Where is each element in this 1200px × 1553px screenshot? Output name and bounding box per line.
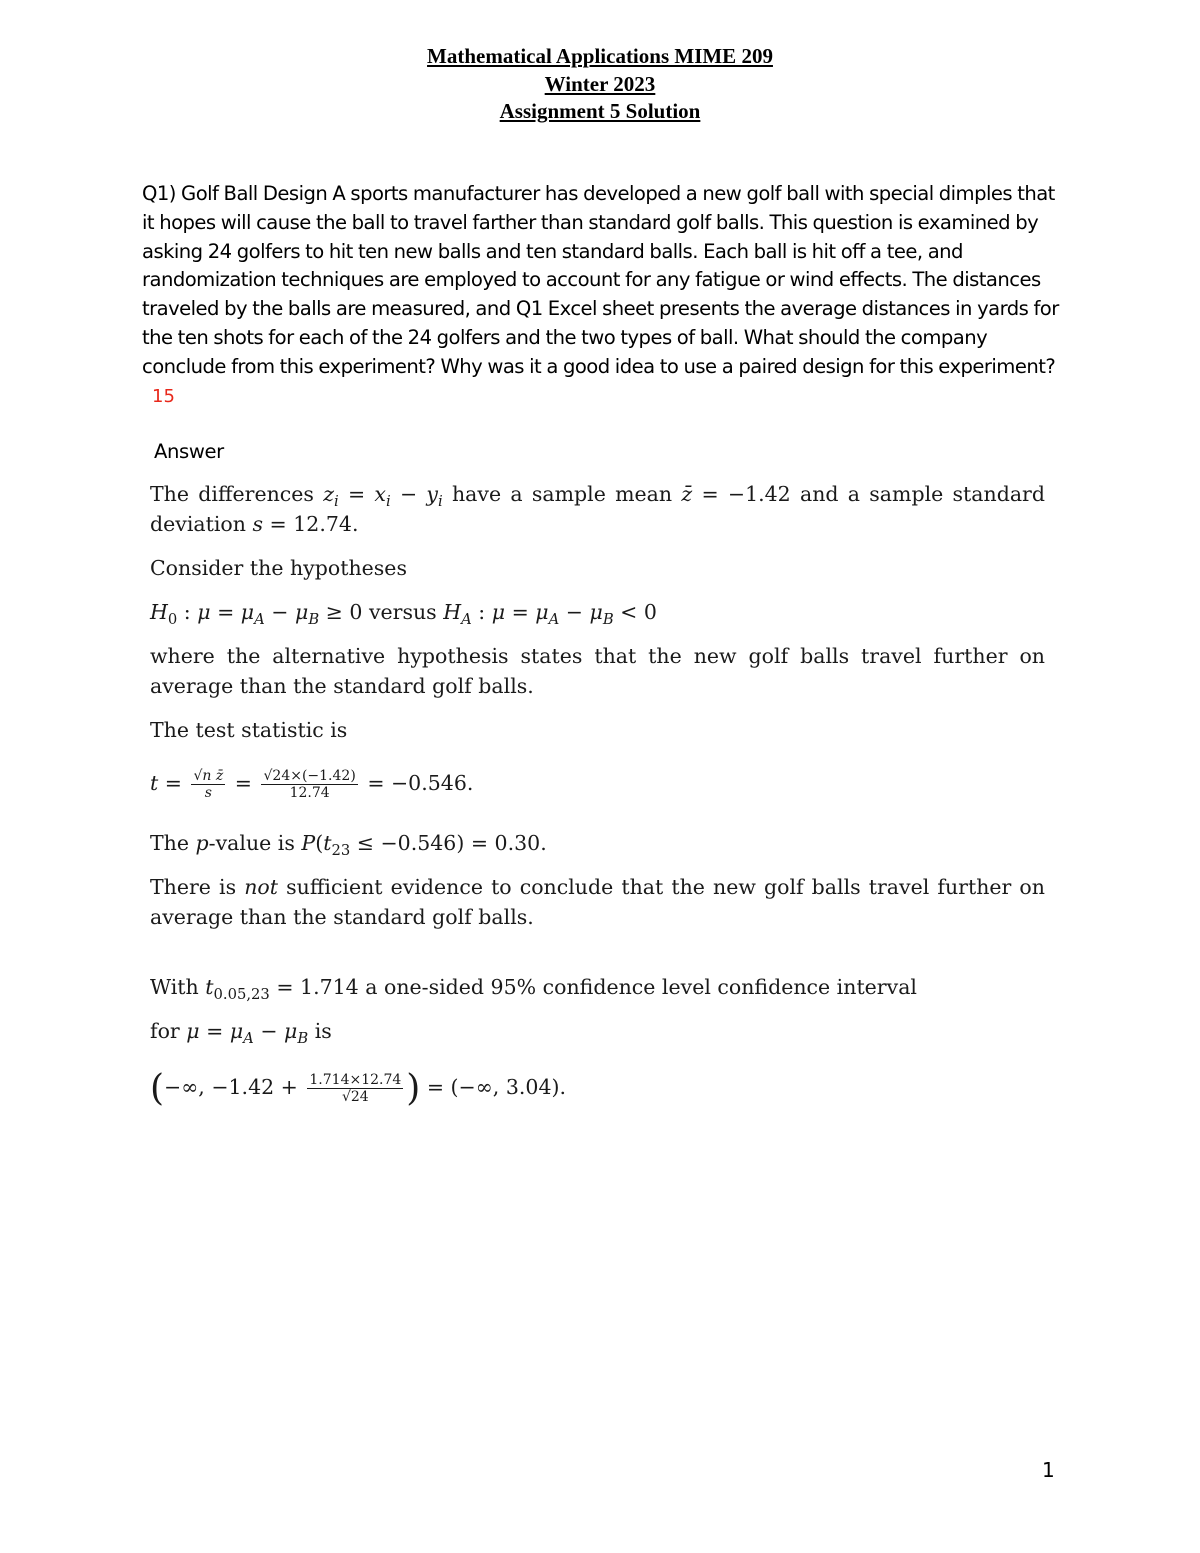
ci-result: = (−∞, 3.04). <box>426 1075 566 1099</box>
confidence-interval-intro: With $t_{0.05,23} = 1.714$ a one-sided 95% confidence level confidence interval <box>150 975 917 1004</box>
t-symbolic-fraction: $\frac{\text{√n z̄}}{s}$ <box>193 768 224 801</box>
t-result: = −0.546. <box>367 771 474 795</box>
differences-line-1: The differences $z_i = x_i - y_i$ have a sample mean z̄ = −1.42 and a sample standard <box>150 482 1045 511</box>
sample-mean-value: −1.42 <box>727 482 791 506</box>
course-title: Mathematical Applications MIME 209 <box>427 44 773 68</box>
p-value-line: The p-value is $P(t_{23} \le -0.546) = 0.30$. <box>150 831 547 860</box>
confidence-interval-for: for $\mu = \mu_A - \mu_B$ is <box>150 1019 332 1048</box>
ci-fraction: $\frac{1.714\times 12.74}{√24}$ <box>309 1072 402 1105</box>
confidence-interval-formula: (−∞, −1.42 + $\frac{1.714\times 12.74}{√24}$ ) = (−∞, 3.04). <box>150 1068 566 1109</box>
emphasis-not: not <box>244 875 278 899</box>
question-points: 15 <box>152 385 175 407</box>
alternative-description-line-2: average than the standard golf balls. <box>150 674 534 698</box>
p-value-expression: ≤ −0.546) = 0.30. <box>356 831 547 855</box>
sample-sd-value: 12.74 <box>293 512 352 536</box>
conclusion-line-2: average than the standard golf balls. <box>150 905 534 929</box>
assignment-title: Assignment 5 Solution <box>499 99 701 123</box>
differences-line-2: deviation s = 12.74. <box>150 512 359 536</box>
alternative-description-line-1: where the alternative hypothesis states that the new golf balls travel further on <box>150 644 1045 668</box>
question-1 <box>142 180 1062 411</box>
hypotheses-formula: $H_0$ : $\mu = \mu_A - \mu_B \ge 0$ versus $H_A$ : $\mu = \mu_A - \mu_B < 0$ <box>150 600 657 629</box>
page-number: 1 <box>1042 1458 1055 1482</box>
consider-hypotheses: Consider the hypotheses <box>150 556 407 580</box>
test-statistic-formula: t = $\frac{\text{√n z̄}}{s}$ = $\frac{√24\times(-1.42)}{12.74}$ = −0.546. <box>150 768 474 801</box>
question-text: Q1) Golf Ball Design A sports manufacturer has developed a new golf ball with special dimples that it hopes will cause the ball to travel farther than standard golf balls. This question is examined by asking 24 golfers to hit ten new balls and ten standard balls. Each ball is hit off a tee, and randomization techniques are employed to account for any fatigue or wind effects. The distances traveled by the balls are measured, and Q1 Excel sheet presents the average distances in yards for the ten shots for each of the 24 golfers and the two types of ball. What should the company conclude from this experiment? Why was it a good idea to use a paired design for this experiment? <box>142 182 1059 378</box>
conclusion-line-1: There is not sufficient evidence to conclude that the new golf balls travel further on <box>150 875 1045 899</box>
test-statistic-intro: The test statistic is <box>150 718 348 742</box>
term-title: Winter 2023 <box>544 72 656 96</box>
t-numeric-fraction: $\frac{√24\times(-1.42)}{12.74}$ <box>263 768 356 801</box>
answer-label: Answer <box>154 440 224 463</box>
